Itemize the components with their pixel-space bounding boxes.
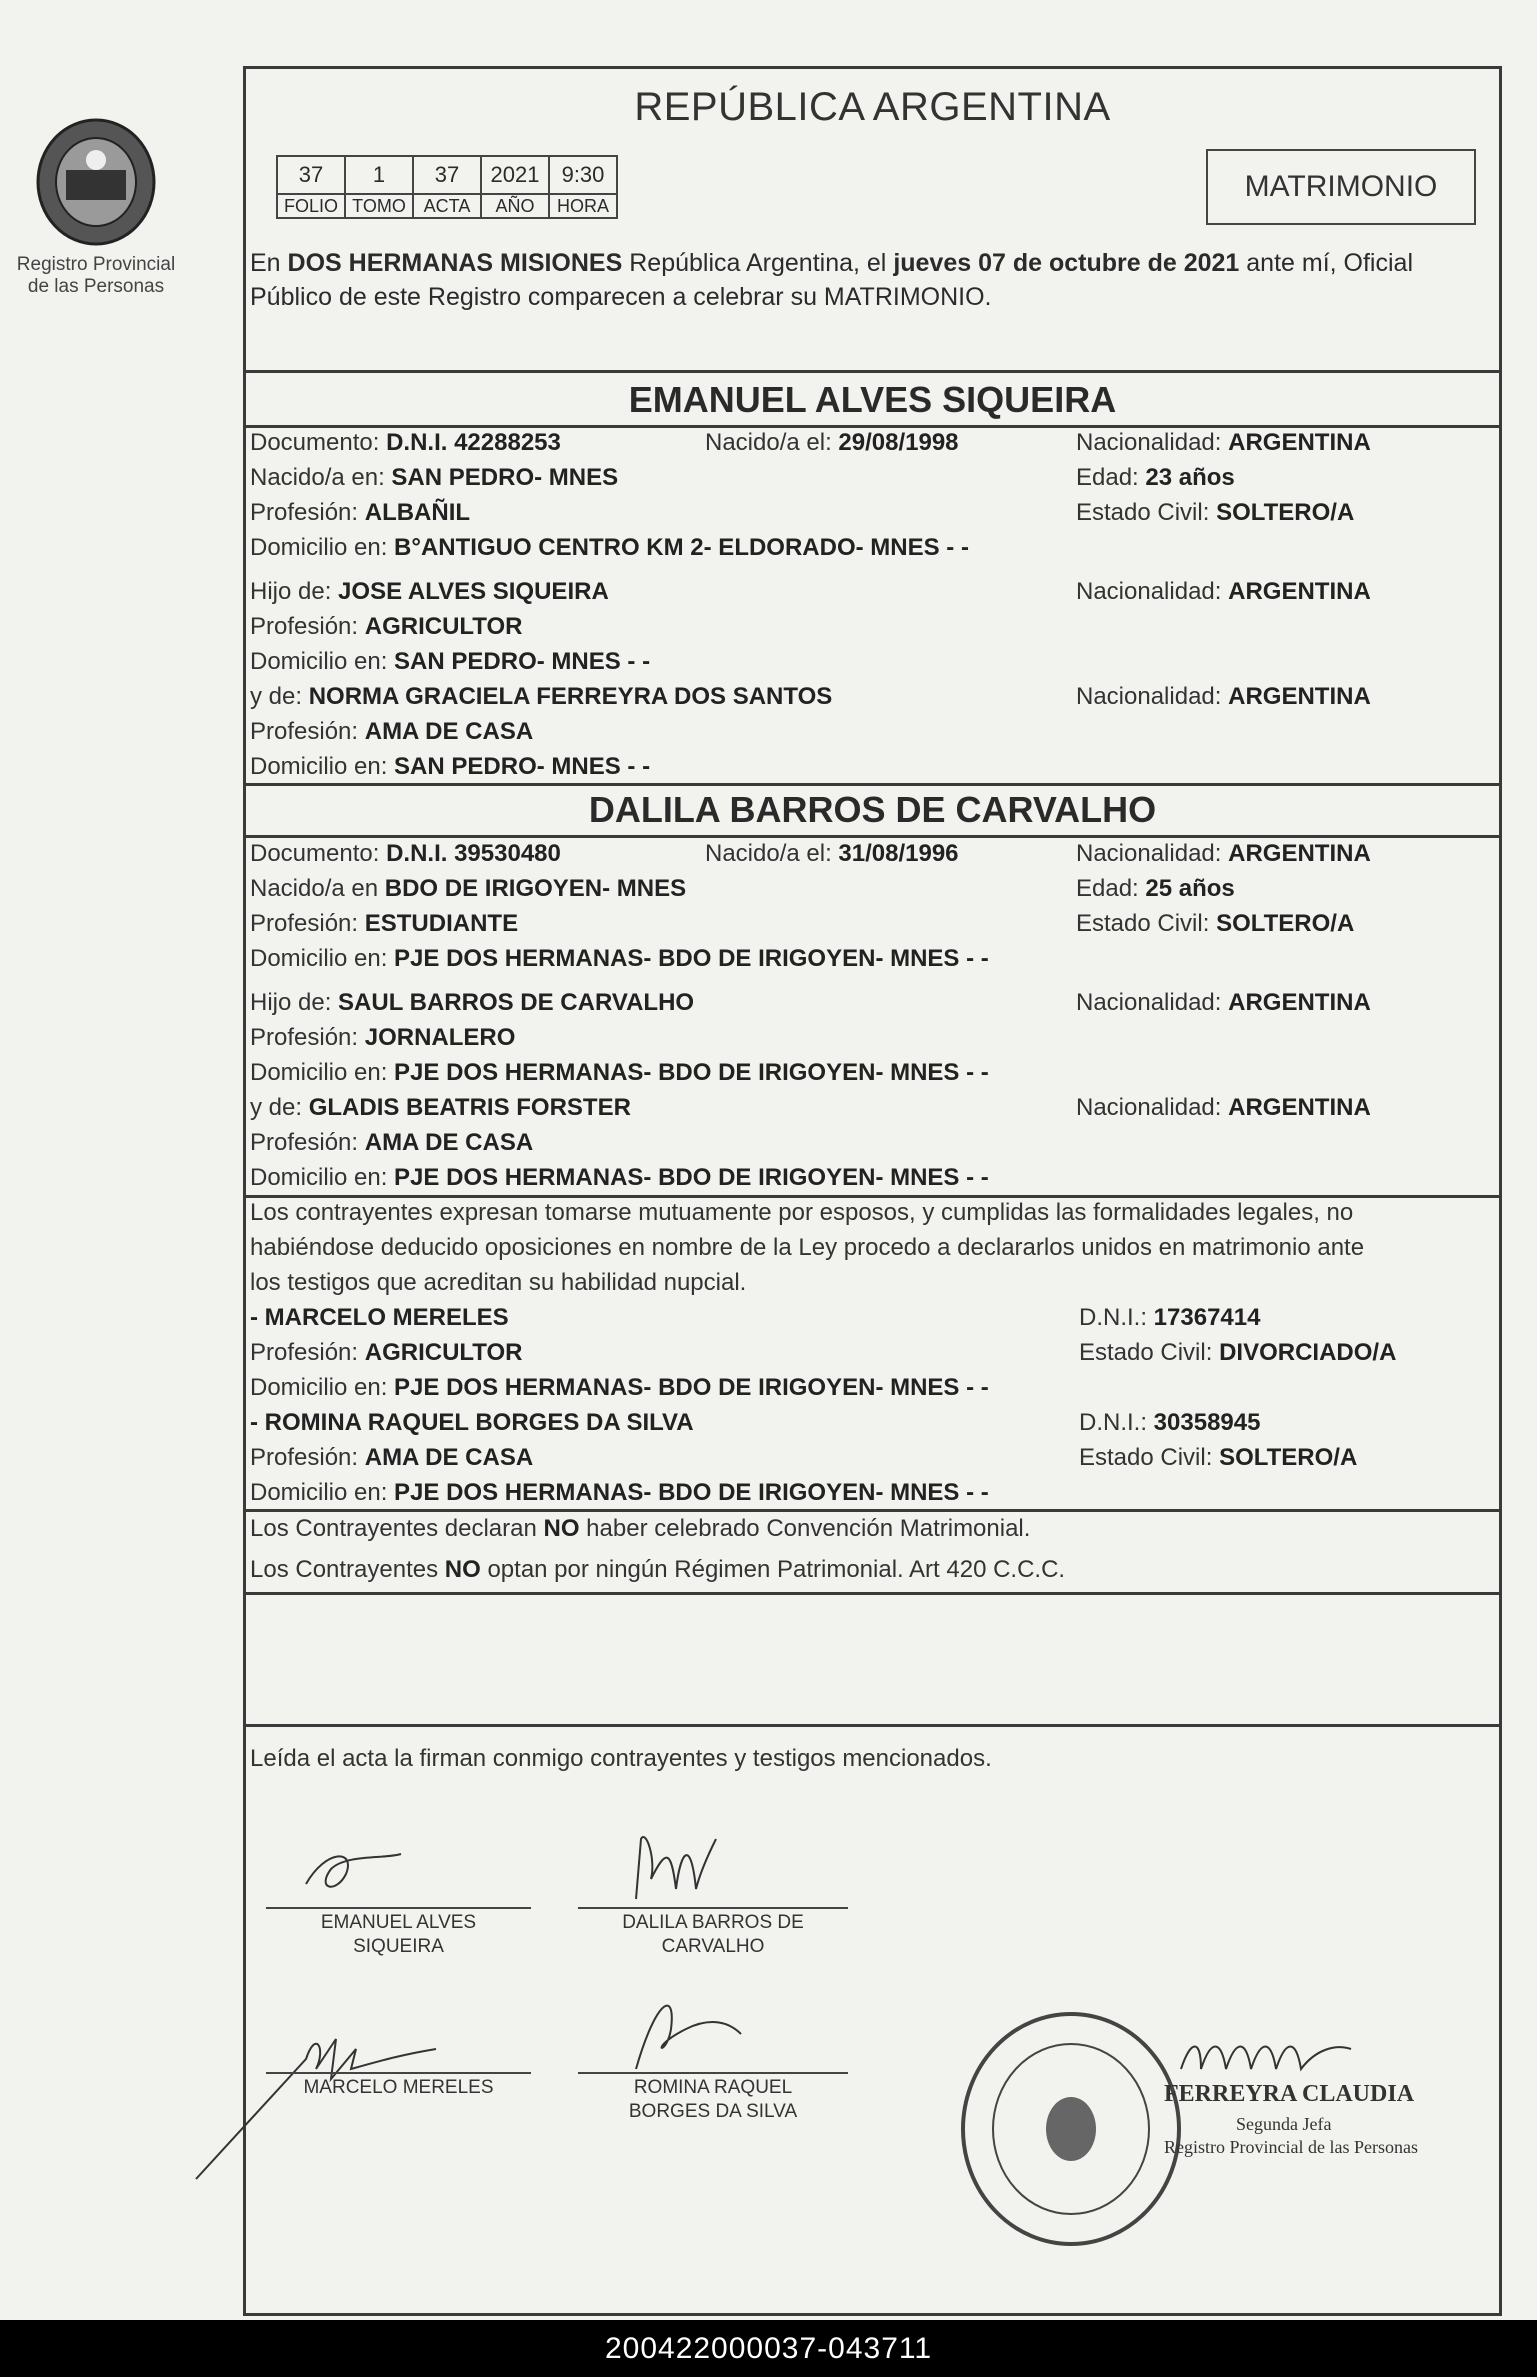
groom-mother-nationality: Nacionalidad: ARGENTINA [1076,683,1371,710]
acta-label: ACTA [413,194,481,218]
witness-2-signature-label: ROMINA RAQUEL BORGES DA SILVA [628,2077,798,2122]
signature-line [266,1907,531,1909]
tomo-label: TOMO [345,194,413,218]
bride-domicile: Domicilio en: PJE DOS HERMANAS- BDO DE IRIGOYEN- MNES - - [250,945,989,972]
registry-logo [6,110,186,298]
official-stamp [956,2009,1186,2249]
logo-caption-2: de las Personas [27,276,165,297]
witness-1-civil-status: Estado Civil: DIVORCIADO/A [1079,1339,1397,1366]
groom-father: Hijo de: JOSE ALVES SIQUEIRA [250,578,609,605]
hora-label: HORA [549,194,617,218]
hora-value: 9:30 [549,156,617,194]
bride-civil-status: Estado Civil: SOLTERO/A [1076,910,1355,937]
groom-name: EMANUEL ALVES SIQUEIRA [628,379,1117,420]
witness-1-profession: Profesión: AGRICULTOR [250,1339,523,1366]
witness-2-profession: Profesión: AMA DE CASA [250,1444,534,1471]
witness-2-domicile: Domicilio en: PJE DOS HERMANAS- BDO DE IRIGOYEN- MNES - - [250,1479,989,1506]
bride-birthdate: Nacido/a el: 31/08/1996 [705,840,959,867]
divider [246,370,1499,373]
bride-age: Edad: 25 años [1076,875,1235,902]
groom-father-domicile: Domicilio en: SAN PEDRO- MNES - - [250,648,651,675]
declaration-line-1: Los contrayentes expresan tomarse mutuamente por esposos, y cumplidas las formalidades legales, no [250,1199,1354,1226]
groom-mother-domicile: Domicilio en: SAN PEDRO- MNES - - [250,753,651,780]
divider [246,1509,1499,1512]
bride-signature [616,1829,726,1909]
bride-profession: Profesión: ESTUDIANTE [250,910,519,937]
intro-place: DOS HERMANAS MISIONES [287,249,623,277]
groom-signature-label: EMANUEL ALVES SIQUEIRA [320,1912,477,1957]
divider [246,783,1499,786]
bride-name: DALILA BARROS DE CARVALHO [588,789,1157,830]
bride-birthplace: Nacido/a en BDO DE IRIGOYEN- MNES [250,875,687,902]
bride-mother: y de: GLADIS BEATRIS FORSTER [250,1094,631,1121]
signature-line [266,2072,531,2074]
intro-text-2: República Argentina, el [622,249,894,277]
bride-mother-domicile: Domicilio en: PJE DOS HERMANAS- BDO DE IRIGOYEN- MNES - - [250,1164,989,1191]
marriage-certificate [243,66,1502,2316]
divider [246,1592,1499,1595]
witness-1-dni: D.N.I.: 17367414 [1079,1304,1261,1331]
logo-caption-1: Registro Provincial [16,254,176,275]
groom-civil-status: Estado Civil: SOLTERO/A [1076,499,1355,526]
folio-label: FOLIO [277,194,345,218]
signature-intro: Leída el acta la firman conmigo contrayentes y testigos mencionados. [250,1745,992,1772]
divider [246,1724,1499,1727]
bride-mother-profession: Profesión: AMA DE CASA [250,1129,534,1156]
act-type-box: MATRIMONIO [1206,149,1476,225]
groom-domicile: Domicilio en: B°ANTIGUO CENTRO KM 2- ELDORADO- MNES - - [250,534,969,561]
convention-line-2: Los Contrayentes NO optan por ningún Régimen Patrimonial. Art 420 C.C.C. [250,1556,1066,1583]
bride-nationality: Nacionalidad: ARGENTINA [1076,840,1371,867]
groom-profession: Profesión: ALBAÑIL [250,499,471,526]
witness-1-domicile: Domicilio en: PJE DOS HERMANAS- BDO DE IRIGOYEN- MNES - - [250,1374,989,1401]
signature-line [578,2072,848,2074]
province-seal-icon [26,110,166,250]
groom-documento: Documento: D.N.I. 42288253 [250,429,561,456]
convention-line-1: Los Contrayentes declaran NO haber celebrado Convención Matrimonial. [250,1515,1031,1542]
divider [246,835,1499,838]
divider [246,1195,1499,1198]
intro-paragraph [250,246,1500,314]
divider [246,425,1499,428]
declaration-line-2: habiéndose deducido oposiciones en nombre de la Ley procedo a declararlos unidos en matrimonio ante [250,1234,1365,1261]
groom-mother-profession: Profesión: AMA DE CASA [250,718,534,745]
official-office: Registro Provincial de las Personas [1164,2137,1418,2157]
anio-label: AÑO [481,194,549,218]
bride-father-profession: Profesión: JORNALERO [250,1024,516,1051]
groom-father-nationality: Nacionalidad: ARGENTINA [1076,578,1371,605]
groom-birthdate: Nacido/a el: 29/08/1998 [705,429,959,456]
witness-2-signature [616,1989,756,2079]
groom-signature [296,1839,416,1899]
declaration-line-3: los testigos que acreditan su habilidad nupcial. [250,1269,747,1296]
groom-mother: y de: NORMA GRACIELA FERREYRA DOS SANTOS [250,683,833,710]
registry-info-table [276,155,618,219]
acta-value: 37 [413,156,481,194]
bride-father-domicile: Domicilio en: PJE DOS HERMANAS- BDO DE IRIGOYEN- MNES - - [250,1059,989,1086]
groom-birthplace: Nacido/a en: SAN PEDRO- MNES [250,464,619,491]
witness-2-name: - ROMINA RAQUEL BORGES DA SILVA [250,1409,694,1436]
witness-2-civil-status: Estado Civil: SOLTERO/A [1079,1444,1358,1471]
bride-father-nationality: Nacionalidad: ARGENTINA [1076,989,1371,1016]
anio-value: 2021 [481,156,549,194]
document-title: REPÚBLICA ARGENTINA [634,85,1111,129]
groom-age: Edad: 23 años [1076,464,1235,491]
witness-2-dni: D.N.I.: 30358945 [1079,1409,1261,1436]
bride-father: Hijo de: SAUL BARROS DE CARVALHO [250,989,695,1016]
official-signature [1176,2029,1356,2089]
groom-nationality: Nacionalidad: ARGENTINA [1076,429,1371,456]
official-role: Segunda Jefa [1236,2114,1332,2134]
signature-line [578,1907,848,1909]
intro-text-1: En [250,249,288,277]
witness-1-signature-label: MARCELO MERELES [303,2077,494,2098]
official-name: FERREYRA CLAUDIA [1164,2081,1415,2107]
bride-documento: Documento: D.N.I. 39530480 [250,840,561,867]
intro-date: jueves 07 de octubre de 2021 [893,249,1240,277]
bride-mother-nationality: Nacionalidad: ARGENTINA [1076,1094,1371,1121]
bride-signature-label: DALILA BARROS DE CARVALHO [622,1912,804,1957]
barcode-number: 200422000037-043711 [0,2320,1537,2377]
witness-1-name: - MARCELO MERELES [250,1304,509,1331]
groom-father-profession: Profesión: AGRICULTOR [250,613,523,640]
tomo-value: 1 [345,156,413,194]
folio-value: 37 [277,156,345,194]
intro-text-3: ante mí, Oficial Público de este Registro comparecen a celebrar su MATRIMONIO. [250,249,1413,311]
